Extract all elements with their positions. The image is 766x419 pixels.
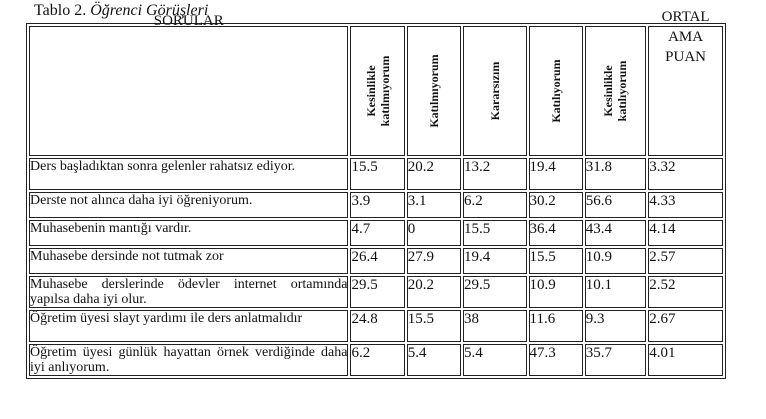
row-value: 36.4: [529, 220, 583, 246]
row-value: 20.2: [407, 158, 461, 190]
row-value: 11.6: [529, 310, 583, 342]
row-value: 10.1: [585, 276, 646, 308]
header-option-strongly-agree: Kesinlikle katılıyorum: [585, 26, 646, 156]
row-value: 0: [407, 220, 461, 246]
row-value: 10.9: [529, 276, 583, 308]
row-value: 26.4: [350, 248, 404, 274]
row-mean: 3.32: [648, 158, 723, 190]
row-mean: 4.01: [648, 344, 723, 376]
row-value: 19.4: [463, 248, 526, 274]
header-option-undecided: Kararsızım: [463, 26, 526, 156]
row-question: Muhasebe derslerinde ödevler internet ortamında yapılsa daha iyi olur.: [30, 277, 348, 307]
header-option-disagree: Katılmıyorum: [407, 26, 461, 156]
row-value: 15.5: [529, 248, 583, 274]
table-row: [29, 220, 723, 246]
row-question: Öğretim üyesi slayt yardımı ile ders anlatmalıdır: [29, 310, 348, 342]
row-value: 15.5: [407, 310, 461, 342]
row-value: 24.8: [350, 310, 404, 342]
row-value: 3.9: [350, 192, 404, 218]
header-option-agree: Katılıyorum: [529, 26, 583, 156]
row-value: 29.5: [463, 276, 526, 308]
row-value: 4.7: [350, 220, 404, 246]
table-row: [29, 192, 723, 218]
caption-label: Tablo 2.: [34, 2, 91, 19]
row-value: 13.2: [463, 158, 526, 190]
caption-title: Öğrenci Görüşleri: [90, 2, 209, 19]
row-value: 15.5: [350, 158, 404, 190]
row-value: 5.4: [407, 344, 461, 376]
row-value: 38: [463, 310, 526, 342]
row-value: 20.2: [407, 276, 461, 308]
row-value: 30.2: [529, 192, 583, 218]
row-mean: 4.33: [648, 192, 723, 218]
table-row: [29, 310, 723, 342]
row-question: Ders başladıktan sonra gelenler rahatsız ediyor.: [29, 158, 348, 190]
row-value: 6.2: [463, 192, 526, 218]
row-mean: 2.52: [648, 276, 723, 308]
row-value: 29.5: [350, 276, 404, 308]
row-value: 35.7: [585, 344, 646, 376]
table-row: [29, 344, 723, 376]
table-row: [29, 276, 723, 308]
header-mean-score: ORTAL AMA PUAN: [648, 26, 723, 156]
row-value: 9.3: [585, 310, 646, 342]
row-value: 43.4: [585, 220, 646, 246]
table-row: [29, 248, 723, 274]
row-value: 31.8: [585, 158, 646, 190]
row-value: 56.6: [585, 192, 646, 218]
row-mean: 4.14: [648, 220, 723, 246]
header-option-strongly-disagree: Kesinlikle katılmıyorum: [350, 26, 404, 156]
row-value: 10.9: [585, 248, 646, 274]
row-question: Öğretim üyesi günlük hayattan örnek verdiğinde daha iyi anlıyorum.: [30, 345, 348, 375]
table-row: [29, 158, 723, 190]
row-mean: 2.67: [648, 310, 723, 342]
row-mean: 2.57: [648, 248, 723, 274]
row-value: 3.1: [407, 192, 461, 218]
row-value: 15.5: [463, 220, 526, 246]
header-questions: SORULAR: [29, 26, 348, 156]
row-value: 19.4: [529, 158, 583, 190]
row-value: 47.3: [529, 344, 583, 376]
row-value: 5.4: [463, 344, 526, 376]
row-value: 27.9: [407, 248, 461, 274]
header-row: [29, 26, 723, 156]
row-question: Muhasebenin mantığı vardır.: [29, 220, 348, 246]
row-value: 6.2: [350, 344, 404, 376]
row-question: Muhasebe dersinde not tutmak zor: [29, 248, 348, 274]
row-question: Derste not alınca daha iyi öğreniyorum.: [29, 192, 348, 218]
